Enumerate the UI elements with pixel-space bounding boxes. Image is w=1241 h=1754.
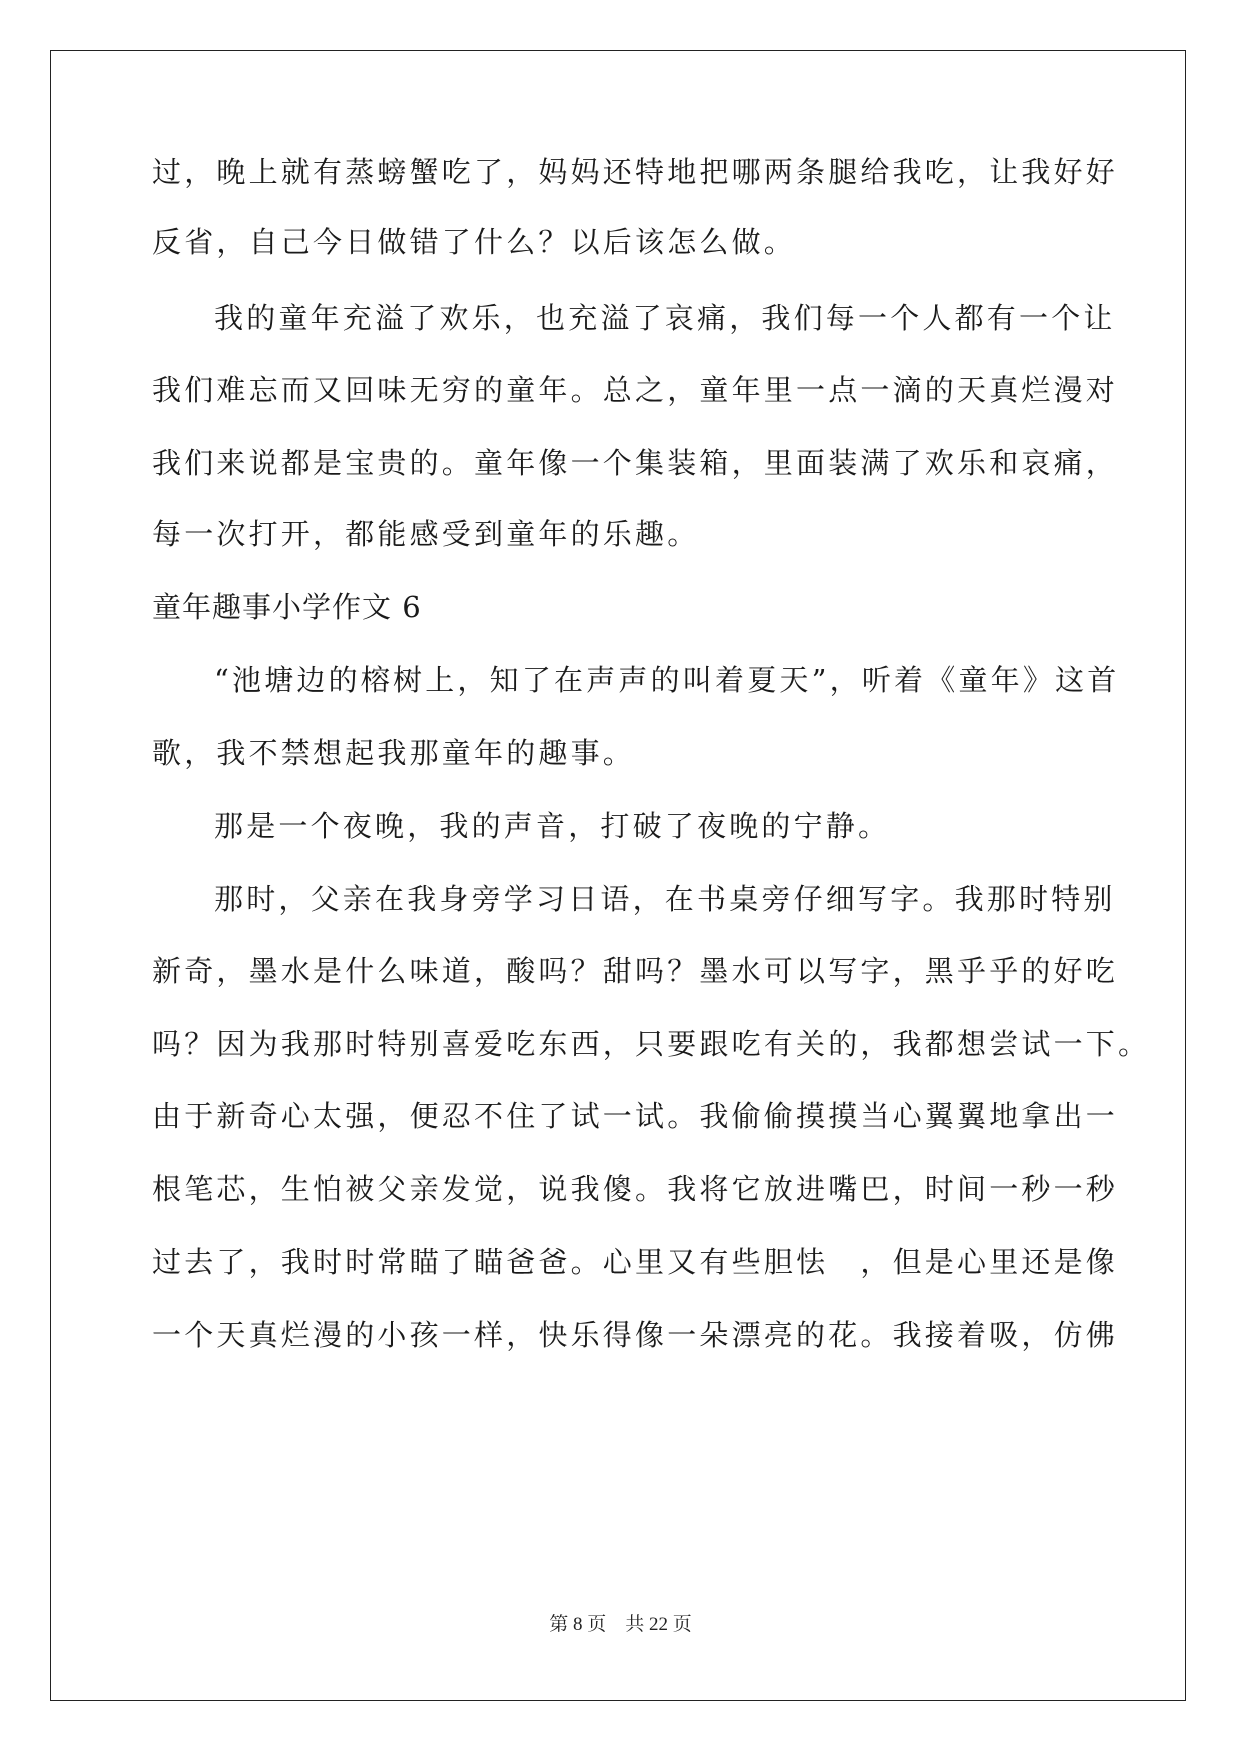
text-line: 由于新奇心太强，便忍不住了试一试。我偷偷摸摸当心翼翼地拿出一 [152,1099,1119,1133]
text-line: 那时，父亲在我身旁学习日语，在书桌旁仔细写字。我那时特别 [214,882,1116,916]
text-line: 每一次打开，都能感受到童年的乐趣。 [152,517,700,551]
text-line: 一个天真烂漫的小孩一样，快乐得像一朵漂亮的花。我接着吸，仿佛 [152,1318,1119,1352]
page-number-footer: 第 8 页 共 22 页 [549,1614,692,1635]
text-line: 过去了，我时时常瞄了瞄爸爸。心里又有些胆怯 ，但是心里还是像 [152,1245,1119,1279]
section-heading: 童年趣事小学作文 6 [152,590,422,624]
text-line: 反省，自己今日做错了什么？以后该怎么做。 [152,225,797,259]
text-line: 我们难忘而又回味无穷的童年。总之，童年里一点一滴的天真烂漫对 [152,373,1119,407]
text-line: 新奇，墨水是什么味道，酸吗？甜吗？墨水可以写字，黑乎乎的好吃 [152,954,1119,988]
text-line: 我的童年充溢了欢乐，也充溢了哀痛，我们每一个人都有一个让 [214,301,1116,335]
text-line: 根笔芯，生怕被父亲发觉，说我傻。我将它放进嘴巴，时间一秒一秒 [152,1172,1119,1206]
text-line: “池塘边的榕树上，知了在声声的叫着夏天”，听着《童年》这首 [214,663,1120,697]
text-line: 那是一个夜晚，我的声音，打破了夜晚的宁静。 [214,809,891,843]
text-line: 歌，我不禁想起我那童年的趣事。 [152,736,636,770]
text-line: 我们来说都是宝贵的。童年像一个集装箱，里面装满了欢乐和哀痛， [152,446,1119,480]
text-line: 过，晚上就有蒸螃蟹吃了，妈妈还特地把哪两条腿给我吃，让我好好 [152,155,1119,189]
text-line: 吗？因为我那时特别喜爱吃东西，只要跟吃有关的，我都想尝试一下。 [152,1027,1151,1061]
